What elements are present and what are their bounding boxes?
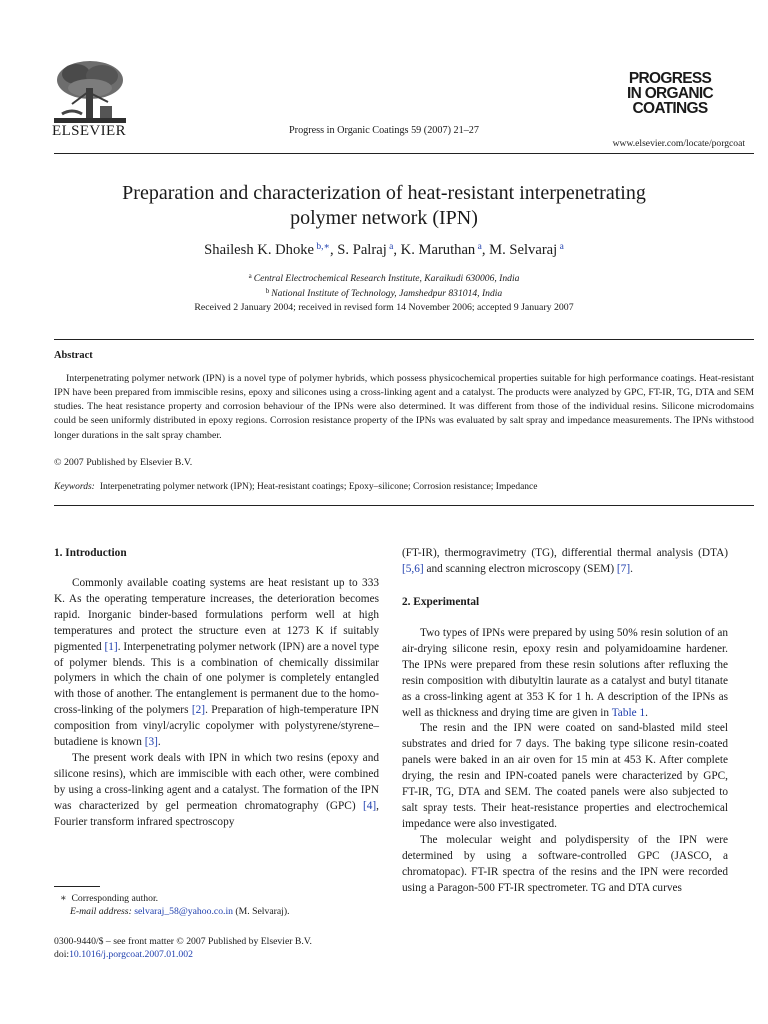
keywords-text: Interpenetrating polymer network (IPN); Heat-resistant coatings; Epoxy–silicone; Corrosion resistance; Impedance [99,482,538,492]
email-note [70,906,290,917]
abstract-top-rule [54,339,754,340]
author-name: Shailesh K. Dhoke [204,242,315,258]
paragraph-text: . [645,706,648,719]
experimental-paragraph-2 [402,721,728,832]
issn-line: 0300-9440/$ – see front matter © 2007 Published by Elsevier B.V. [54,936,312,947]
doi-label: doi: [54,949,70,960]
author-name: S. Palraj [337,242,387,258]
author-separator: , [330,242,338,258]
paragraph-text: The present work deals with IPN in which two resins (epoxy and silicone resins), which are immiscible with each other, were combined by using a cross-linking agent and a catalyst. The formation of the IPN was characterized by gel permeation chromatography (GPC) [54,751,379,812]
paragraph-text: . Preparation of high-temperature IPN composition from vinyl/acrylic copolymer with polystyrene/styrene–butadiene is known [54,704,380,749]
journal-logo [600,71,740,116]
citation-link[interactable]: Table 1 [611,706,646,719]
footnote-mark: ∗ [60,893,67,904]
abstract-heading: Abstract [54,350,93,361]
abstract-copyright: © 2007 Published by Elsevier B.V. [54,457,193,468]
author-list [0,241,768,259]
section-heading-introduction: 1. Introduction [54,547,127,559]
author-separator: , [393,242,401,258]
header-rule [54,153,754,154]
citation-link[interactable]: [4] [362,799,377,812]
journal-logo-line: IN ORGANIC [626,85,713,102]
affiliation-b [0,285,768,300]
journal-citation: Progress in Organic Coatings 59 (2007) 21–27 [289,125,479,136]
paragraph-text: The resin and the IPN were coated on sand-blasted mild steel substrates and dried for 7 days. The baking type silicone resin-coated panels were baked in an air oven for 15 min at 453 K. After complete drying, the resin and IPN-coated panels were characterized by GPC, FT-IR, TG, DTA and SEM. The coated panels were also subjected to salt spray tests. Their heat-resistance properties and electrochemical impedance were also investigated. [402,722,728,830]
author-affiliation-mark[interactable]: a [386,242,394,252]
paragraph-text: . [630,562,633,575]
keywords [54,482,754,492]
paragraph-text: , Fourier transform infrared spectroscopy [54,799,379,828]
journal-logo-line: PROGRESS [628,70,712,87]
footnote-rule [54,886,100,887]
citation-link[interactable]: [7] [616,562,631,575]
intro-paragraph-2 [54,751,379,831]
intro-paragraph-2-continued [402,546,728,578]
citation-link[interactable]: [2] [191,704,206,717]
intro-paragraph-1 [54,576,379,751]
email-label: E-mail address: [70,906,132,917]
doi-line [54,949,193,960]
citation-link[interactable]: [5,6] [402,562,424,575]
publisher-name: ELSEVIER [52,123,127,139]
author-name: K. Maruthan [400,242,476,258]
affiliation-mark: a [248,272,252,280]
citation-link[interactable]: [3] [144,736,158,749]
paragraph-text: (FT-IR), thermogravimetry (TG), differential thermal analysis (DTA) [402,547,728,559]
paragraph-text: Commonly available coating systems are heat resistant up to 333 K. As the operating temperature increases, the deterioration becomes rapid. Inorganic binder-based formulations perform well at high temperatures and protect the structure even at 1273 K if suitably pigmented [54,577,379,653]
paragraph-text: Two types of IPNs were prepared by using 50% resin solution of an air-drying silicone resin, epoxy resin and polyamidoamine hardener. The IPNs were prepared from these resin solutions after refluxing the resin composition with dibutyltin laurate as a catalyst and butyl titanate as a cross-linking agent at 353 K for 1 h. A description of the IPNs as well as thickness and drying time are given in [402,627,728,719]
received-dates: Received 2 January 2004; received in revised form 14 November 2006; accepted 9 January 2007 [194,302,574,313]
author-name: M. Selvaraj [489,242,558,258]
footnote-text: Corresponding author. [71,893,159,904]
experimental-paragraph-1 [402,626,728,721]
paragraph-text: and scanning electron microscopy (SEM) [423,562,617,575]
paragraph-text: . Interpenetrating polymer network (IPN) are a novel type of polymer blends. This is a combination of chemically dissimilar polymers in which the chain of one polymer is completely entangled with those of another. The entanglement is permanent due to the homo-cross-linking of the polymers [54,640,380,717]
email-owner: (M. Selvaraj). [235,906,290,917]
experimental-paragraph-3 [402,833,728,897]
email-link[interactable]: selvaraj_58@yahoo.co.in [134,906,233,917]
author-affiliation-mark[interactable]: a [557,242,564,252]
citation-link[interactable]: [1] [104,640,118,653]
affiliation-mark: b [265,287,270,295]
affiliation-text: National Institute of Technology, Jamshedpur 831014, India [271,288,503,299]
paragraph-text: . [157,736,161,749]
section-heading-experimental: 2. Experimental [402,596,480,608]
journal-logo-line: COATINGS [632,100,708,117]
paper-title: Preparation and characterization of heat-resistant interpenetrating polymer network (IPN) [122,182,646,229]
left-column [54,576,379,831]
affiliations [0,270,768,300]
keywords-label: Keywords: [54,482,95,492]
author-separator: , [481,242,490,258]
abstract-body: Interpenetrating polymer network (IPN) is a novel type of polymer hybrids, which possess physicochemical properties suitable for high performance coatings. Heat-resistant IPN have been prepared from immiscible resins, epoxy and silicones using a cross-linking agent and a catalyst. The products were analyzed by GPC, FT-IR, TG, DTA and SEM studies. The heat resistance property and corrosion behaviour of the IPNs were also determined. It was different from those of the individual resins. Silicone microdomains could be seen uniformly distributed in epoxy regions. Corrosion resistance property of the IPNs was evaluated by salt spray and impedance measurements. The IPNs withstood longer durations in the salt spray chamber. [54,373,754,441]
corresponding-author-note [60,893,158,904]
right-column [402,626,728,896]
right-column-continuation [402,546,728,578]
journal-url-link[interactable]: www.elsevier.com/locate/porgcoat [612,138,745,149]
author-affiliation-mark[interactable]: a [475,242,482,252]
affiliation-text: Central Electrochemical Research Institute, Karaikudi 630006, India [253,273,520,284]
author-affiliation-mark[interactable]: b,∗ [314,242,330,252]
paragraph-text: The molecular weight and polydispersity of the IPN were determined by using a software-controlled GPC (JASCO, a chromatopac). FT-IR spectra of the resins and the IPN were recorded using a Paragon-500 FT-IR spectrometer. TG and DTA curves [402,833,728,894]
abstract-bottom-rule [54,505,754,506]
affiliation-a [0,270,768,285]
elsevier-tree-logo-icon [52,58,128,126]
doi-link[interactable]: 10.1016/j.porgcoat.2007.01.002 [69,949,193,960]
